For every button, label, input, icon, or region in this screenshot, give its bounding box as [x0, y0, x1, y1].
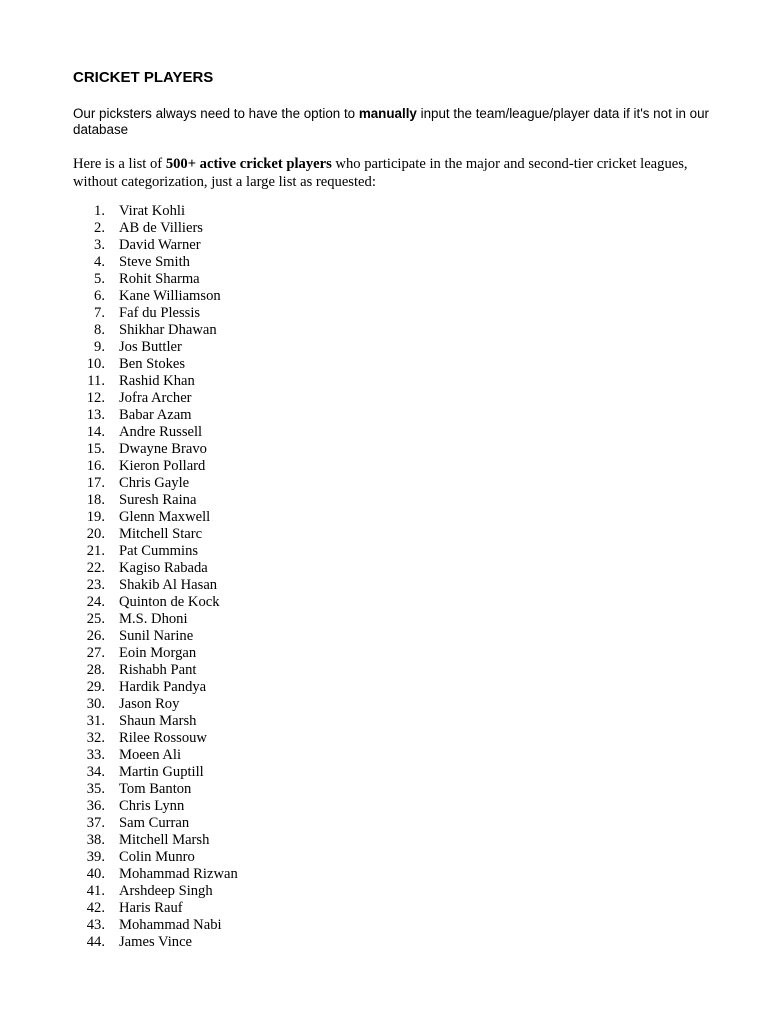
player-number: 43.: [86, 917, 105, 933]
player-number: 22.: [86, 560, 105, 576]
player-name: Hardik Pandya: [119, 679, 207, 695]
player-number: 36.: [86, 798, 105, 814]
player-name: Suresh Raina: [119, 492, 197, 508]
player-name: Haris Rauf: [119, 900, 183, 916]
player-name: Colin Munro: [119, 849, 195, 865]
player-number: 20.: [86, 526, 105, 542]
player-number: 31.: [86, 713, 105, 729]
player-number: 15.: [86, 441, 105, 457]
player-name: Rishabh Pant: [119, 662, 197, 678]
list-intro-paragraph: [73, 155, 713, 191]
player-number: 33.: [86, 747, 105, 763]
player-number: 1.: [94, 203, 105, 219]
player-number: 27.: [86, 645, 105, 661]
player-name: Arshdeep Singh: [119, 883, 213, 899]
player-number: 11.: [87, 373, 105, 389]
player-number: 42.: [86, 900, 105, 916]
player-name: Dwayne Bravo: [119, 441, 207, 457]
player-name: Kagiso Rabada: [119, 560, 208, 576]
player-name: Andre Russell: [119, 424, 203, 440]
player-name: Shaun Marsh: [119, 713, 197, 729]
player-number: 9.: [94, 339, 105, 355]
player-name: Moeen Ali: [119, 747, 182, 763]
player-number: 24.: [86, 594, 105, 610]
player-number: 21.: [86, 543, 105, 559]
player-number: 6.: [94, 288, 105, 304]
player-number: 19.: [86, 509, 105, 525]
player-name: Jofra Archer: [119, 390, 192, 406]
player-name: Babar Azam: [119, 407, 192, 423]
player-number: 29.: [86, 679, 105, 695]
player-number: 14.: [86, 424, 105, 440]
player-name: Ben Stokes: [119, 356, 186, 372]
player-number: 10.: [86, 356, 105, 372]
player-number: 39.: [86, 849, 105, 865]
player-name: Mohammad Nabi: [119, 917, 222, 933]
list-intro-emphasis: 500+ active cricket players: [165, 156, 332, 172]
player-number: 30.: [86, 696, 105, 712]
player-number: 25.: [86, 611, 105, 627]
player-name: Sam Curran: [119, 815, 190, 831]
player-name: Rilee Rossouw: [119, 730, 207, 746]
document-title: CRICKET PLAYERS: [73, 69, 214, 86]
player-name: James Vince: [119, 934, 193, 950]
player-name: Virat Kohli: [119, 203, 185, 219]
player-name: Shikhar Dhawan: [119, 322, 217, 338]
player-name: Rashid Khan: [119, 373, 195, 389]
intro-emphasis: manually: [358, 106, 417, 121]
player-number: 7.: [94, 305, 105, 321]
player-name: Shakib Al Hasan: [119, 577, 218, 593]
player-name: Eoin Morgan: [119, 645, 197, 661]
player-number: 38.: [86, 832, 105, 848]
player-number: 41.: [86, 883, 105, 899]
player-number: 32.: [86, 730, 105, 746]
player-name: Rohit Sharma: [119, 271, 200, 287]
list-intro-text-start: Here is a list of: [73, 156, 166, 172]
player-name: M.S. Dhoni: [119, 611, 188, 627]
player-name: Mohammad Rizwan: [119, 866, 238, 882]
list-intro-text-end: who participate in the major and second-tier cricket leagues, without categorization, just a large list as requested:: [73, 156, 688, 190]
player-number: 8.: [94, 322, 105, 338]
player-number: 26.: [86, 628, 105, 644]
player-name: David Warner: [119, 237, 201, 253]
player-name: Chris Lynn: [119, 798, 185, 814]
player-name: Pat Cummins: [119, 543, 199, 559]
player-name: Steve Smith: [119, 254, 190, 270]
player-name: Jos Buttler: [119, 339, 182, 355]
player-number: 16.: [86, 458, 105, 474]
player-name: Mitchell Starc: [119, 526, 203, 542]
player-number: 2.: [94, 220, 105, 236]
player-number: 28.: [86, 662, 105, 678]
player-number: 44.: [86, 934, 105, 950]
player-name: Sunil Narine: [119, 628, 194, 644]
player-number: 3.: [94, 237, 105, 253]
player-name: Mitchell Marsh: [119, 832, 210, 848]
intro-text-end: input the team/league/player data if it's not in our database: [73, 106, 710, 137]
player-number: 37.: [86, 815, 105, 831]
intro-paragraph: [73, 106, 713, 138]
player-name: Faf du Plessis: [119, 305, 201, 321]
player-name: Kieron Pollard: [119, 458, 206, 474]
player-name: Glenn Maxwell: [119, 509, 211, 525]
player-number: 40.: [86, 866, 105, 882]
player-number: 34.: [86, 764, 105, 780]
player-number: 35.: [86, 781, 105, 797]
player-number: 5.: [94, 271, 105, 287]
player-name: Martin Guptill: [119, 764, 204, 780]
player-name: Jason Roy: [119, 696, 180, 712]
intro-text-start: Our picksters always need to have the option to: [73, 106, 359, 121]
player-name: Tom Banton: [119, 781, 192, 797]
player-number: 17.: [86, 475, 105, 491]
player-number: 12.: [86, 390, 105, 406]
player-number: 4.: [94, 254, 105, 270]
player-name: Chris Gayle: [119, 475, 190, 491]
player-name: AB de Villiers: [119, 220, 203, 236]
player-number: 23.: [86, 577, 105, 593]
player-number: 13.: [86, 407, 105, 423]
player-number: 18.: [86, 492, 105, 508]
player-name: Quinton de Kock: [119, 594, 220, 610]
player-name: Kane Williamson: [119, 288, 221, 304]
